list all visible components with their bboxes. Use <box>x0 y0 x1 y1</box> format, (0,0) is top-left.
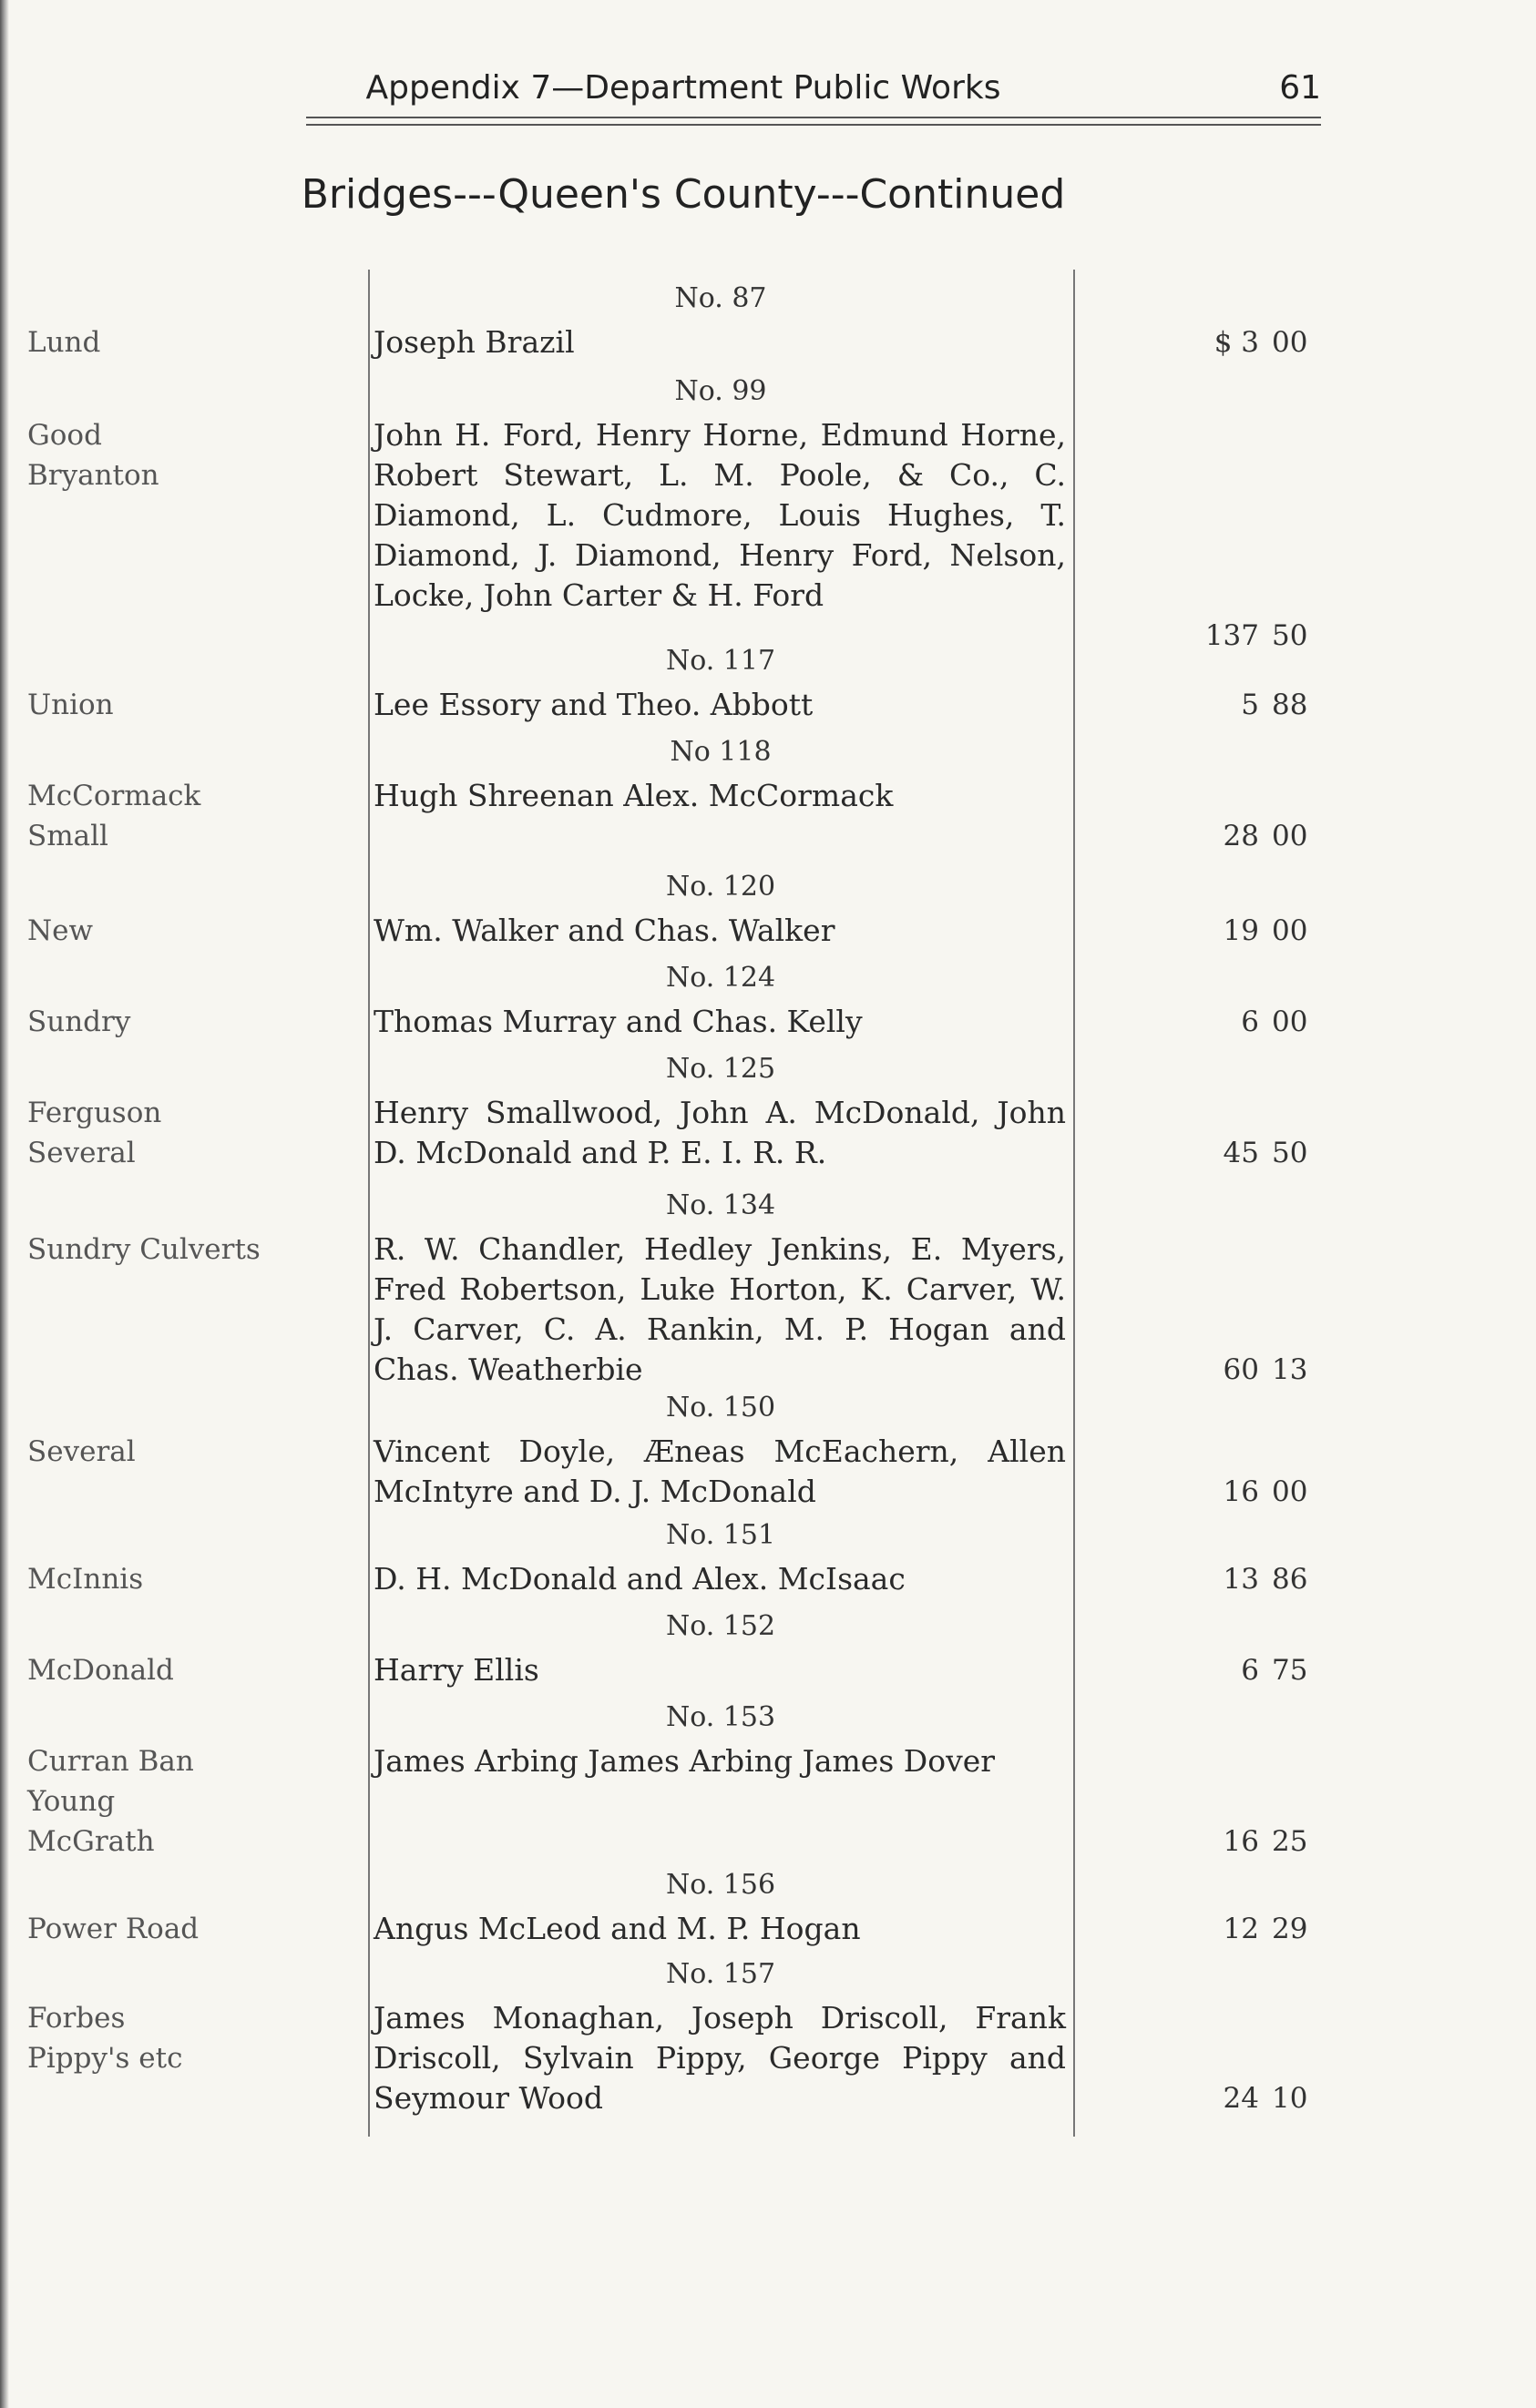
contractor-names: James Arbing James Arbing James Dover <box>374 1743 996 1779</box>
amount-cents: 00 <box>1272 1005 1308 1038</box>
amount-cents: 25 <box>1272 1825 1308 1858</box>
amount <box>1102 619 1317 652</box>
bridge-number: No. 157 <box>665 1958 776 1990</box>
amount-dollars: $ 3 <box>1213 326 1259 359</box>
bridge-location: McCormack <box>27 780 201 812</box>
amount-cents: 10 <box>1272 2082 1308 2115</box>
bridge-number: No 118 <box>670 736 772 768</box>
bridge-location: McGrath <box>27 1825 155 1858</box>
amount <box>1102 820 1317 852</box>
bridge-number: No. 124 <box>665 962 776 994</box>
amount-cents: 00 <box>1272 326 1308 359</box>
amount <box>1102 1475 1317 1508</box>
page-header-title: Appendix 7—Department Public Works <box>365 69 1001 107</box>
contractor-names: Angus McLeod and M. P. Hogan <box>374 1911 861 1946</box>
location-list <box>27 1741 328 1862</box>
bridge-location: Small <box>27 820 108 852</box>
amount-cents: 50 <box>1272 619 1308 652</box>
amount-dollars: 16 <box>1223 1825 1259 1858</box>
contractor-names: John H. Ford, Henry Horne, Edmund Horne, Robert Stewart, L. M. Poole, & Co., C. Diamond, L. Cudmore, Louis Hughes, T. Diamond, J. Diamond, Henry Ford, Nelson, Locke, John Carter & H. Ford <box>374 417 1066 613</box>
location-list <box>27 1093 328 1173</box>
bridge-location: Sundry Culverts <box>27 1233 261 1266</box>
bridge-number: No. 117 <box>665 645 776 677</box>
amount-dollars: 16 <box>1223 1475 1259 1508</box>
bridge-location: Power Road <box>27 1913 200 1945</box>
bridge-location: Several <box>27 1137 136 1169</box>
location-list <box>27 1998 328 2078</box>
bridge-location: Good <box>27 419 102 452</box>
bridge-location: Ferguson <box>27 1097 162 1129</box>
amount-cents: 86 <box>1272 1563 1308 1596</box>
bridge-number: No. 120 <box>665 871 776 903</box>
bridge-location: Sundry <box>27 1005 131 1038</box>
amount <box>1102 914 1317 947</box>
amount-dollars: 19 <box>1223 914 1259 947</box>
amount <box>1102 1654 1317 1687</box>
column-divider-right <box>1073 270 1075 2137</box>
amount-dollars: 137 <box>1204 619 1259 652</box>
bridge-number: No. 151 <box>665 1519 776 1551</box>
location-list <box>27 1559 328 1599</box>
contractor-names: Wm. Walker and Chas. Walker <box>374 913 835 948</box>
bridge-location: New <box>27 914 94 947</box>
bridge-location: McDonald <box>27 1654 174 1687</box>
amount <box>1102 1563 1317 1596</box>
amount <box>1102 1913 1317 1945</box>
amount-cents: 13 <box>1272 1353 1308 1386</box>
contractor-names: James Monaghan, Joseph Driscoll, Frank Driscoll, Sylvain Pippy, George Pippy and Seymour Wood <box>374 2000 1066 2116</box>
amount-cents: 75 <box>1272 1654 1308 1687</box>
contractor-names: Hugh Shreenan Alex. McCormack <box>374 778 894 813</box>
bridge-number: No. 153 <box>665 1701 776 1733</box>
amount <box>1102 1825 1317 1858</box>
contractor-names: D. H. McDonald and Alex. McIsaac <box>374 1561 906 1597</box>
location-list <box>27 685 328 725</box>
contractor-names: Lee Essory and Theo. Abbott <box>374 687 814 722</box>
contractor-names: Vincent Doyle, Æneas McEachern, Allen McIntyre and D. J. McDonald <box>374 1434 1066 1509</box>
amount-dollars: 24 <box>1223 2082 1259 2115</box>
bridge-location: McInnis <box>27 1563 144 1596</box>
bridge-number: No. 150 <box>665 1392 776 1423</box>
amount <box>1102 1353 1317 1386</box>
bridge-number: No. 156 <box>665 1869 776 1901</box>
amount <box>1102 326 1317 359</box>
amount-dollars: 6 <box>1241 1654 1259 1687</box>
location-list <box>27 1909 328 1949</box>
contractor-names: Henry Smallwood, John A. McDonald, John D. McDonald and P. E. I. R. R. <box>374 1095 1066 1170</box>
amount-cents: 00 <box>1272 820 1308 852</box>
amount-dollars: 45 <box>1223 1137 1259 1169</box>
location-list <box>27 415 328 495</box>
location-list <box>27 1230 328 1270</box>
bridge-location: Young <box>27 1785 116 1818</box>
amount <box>1102 689 1317 721</box>
header-rule-bottom <box>306 124 1321 126</box>
bridge-number: No. 87 <box>674 282 767 314</box>
amount-cents: 29 <box>1272 1913 1308 1945</box>
amount-dollars: 60 <box>1223 1353 1259 1386</box>
page-spine-shadow <box>0 0 9 2408</box>
amount-dollars: 6 <box>1241 1005 1259 1038</box>
bridge-number: No. 152 <box>665 1610 776 1642</box>
bridge-location: Several <box>27 1435 136 1468</box>
amount <box>1102 2082 1317 2115</box>
amount-dollars: 28 <box>1223 820 1259 852</box>
amount-cents: 00 <box>1272 1475 1308 1508</box>
amount-dollars: 5 <box>1241 689 1259 721</box>
location-list <box>27 776 328 856</box>
location-list <box>27 1002 328 1042</box>
bridge-location: Bryanton <box>27 459 159 492</box>
bridge-location: Pippy's etc <box>27 2042 183 2075</box>
bridge-location: Lund <box>27 326 101 359</box>
amount-dollars: 12 <box>1223 1913 1259 1945</box>
bridge-number: No. 125 <box>665 1053 776 1085</box>
bridge-number: No. 99 <box>674 375 767 407</box>
header-rule-top <box>306 117 1321 118</box>
contractor-names: Harry Ellis <box>374 1652 539 1688</box>
page-number: 61 <box>1279 69 1321 107</box>
location-list <box>27 911 328 951</box>
amount <box>1102 1005 1317 1038</box>
section-title: Bridges---Queen's County---Continued <box>301 171 1066 218</box>
location-list <box>27 1432 328 1472</box>
bridge-location: Curran Ban <box>27 1745 194 1778</box>
location-list <box>27 1650 328 1690</box>
contractor-names: R. W. Chandler, Hedley Jenkins, E. Myers, Fred Robertson, Luke Horton, K. Carver, W. J. Carver, C. A. Rankin, M. P. Hogan and Chas. Weatherbie <box>374 1231 1066 1387</box>
bridge-number: No. 134 <box>665 1189 776 1221</box>
amount-cents: 88 <box>1272 689 1308 721</box>
bridge-location: Forbes <box>27 2002 126 2035</box>
location-list <box>27 322 328 362</box>
amount-dollars: 13 <box>1223 1563 1259 1596</box>
amount-cents: 00 <box>1272 914 1308 947</box>
contractor-names: Thomas Murray and Chas. Kelly <box>374 1004 863 1039</box>
column-divider-left <box>368 270 370 2137</box>
contractor-names: Joseph Brazil <box>374 324 575 360</box>
amount-cents: 50 <box>1272 1137 1308 1169</box>
bridge-location: Union <box>27 689 114 721</box>
amount <box>1102 1137 1317 1169</box>
